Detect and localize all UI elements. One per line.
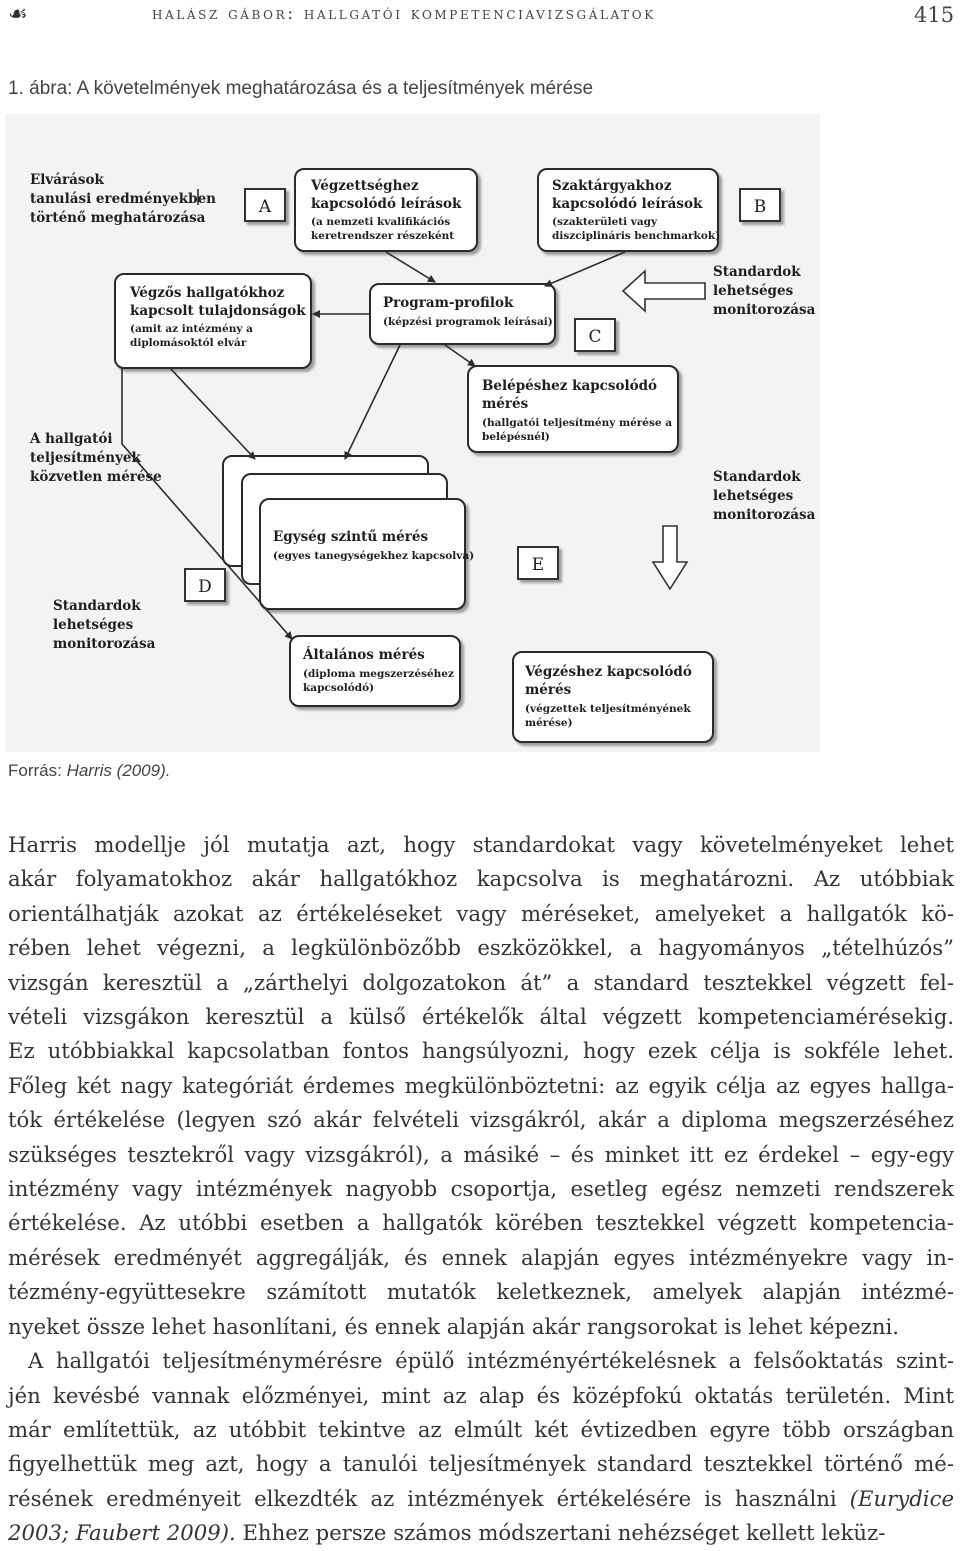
vegzos-title: Végzős hallgatókhoz	[130, 285, 285, 301]
vegzettseg-subtitle: keretrendszer részeként	[311, 230, 455, 242]
vegzos-title: kapcsolt tulajdonságok	[130, 303, 306, 319]
text-tail: Ehhez persze számos módszertani nehézséget kellett leküz-	[235, 1520, 886, 1546]
label-standardok-d: lehetséges	[53, 617, 134, 633]
vegzettseg-title: kapcsolódó leírások	[311, 196, 462, 212]
text-line: figyelhettük meg azt, hogy a tanulói teljesítmények standard tesztekkel történő mé-	[8, 1451, 954, 1477]
text-line: nyeket össze lehet hasonlítani, és ennek alapján akár rangsorokat is lehet képezni.	[8, 1313, 899, 1339]
label-standardok-d: monitorozása	[53, 636, 156, 652]
source-reference: Harris (2009).	[66, 761, 171, 780]
label-standardok-right-2: Standardok	[713, 469, 801, 485]
belepes-title: mérés	[482, 396, 529, 412]
vegzettseg-subtitle: (a nemzeti kvalifikációs	[311, 216, 451, 228]
program-subtitle: (képzési programok leírásai)	[383, 316, 553, 328]
text-line: értékelése. Az utóbbi esetben a hallgatók körében tesztekkel végzett kompetencia-	[8, 1210, 954, 1236]
label-standardok-right-1: lehetséges	[713, 283, 794, 299]
altalanos-subtitle: kapcsolódó)	[303, 682, 375, 694]
text-line: résének eredményeit elkezdték az intézmények értékelésére is használni (Eurydice	[8, 1485, 954, 1511]
belepes-subtitle: (hallgatói teljesítmény mérése a	[482, 417, 673, 429]
figure-title: 1. ábra: A követelmények meghatározása és a teljesítmények mérése	[8, 78, 594, 99]
label-standardok-right-2: lehetséges	[713, 488, 794, 504]
belepes-title: Belépéshez kapcsolódó	[482, 378, 658, 394]
label-standardok-right-1: monitorozása	[713, 302, 816, 318]
szaktargy-title: kapcsolódó leírások	[552, 196, 703, 212]
letter-box-b-text: B	[753, 197, 767, 217]
citation: (Eurydice	[849, 1485, 954, 1511]
egyseg-title: Egység szintű mérés	[273, 529, 429, 545]
figure-source	[8, 761, 170, 781]
text-line: már említettük, az utóbbit tekintve az elmúlt két évtizedben egyre több országban	[8, 1416, 954, 1442]
label-kozvetlen-meres: közvetlen mérése	[30, 469, 162, 485]
text-line: tézmény-együttesekre számított mutatók keletkeznek, amelyek alapján intézmé-	[8, 1279, 954, 1305]
letter-box-c-text: C	[588, 327, 602, 347]
text-line: akár folyamatokhoz akár hallgatókhoz kapcsolva is meghatározni. Az utóbbiak	[8, 866, 954, 892]
vegzes-title: Végzéshez kapcsolódó	[525, 664, 692, 680]
label-elvarasok: tanulási eredményekben	[30, 191, 216, 207]
letter-box-a-text: A	[258, 197, 272, 217]
paragraph-2	[8, 1344, 954, 1550]
page-number: 415	[914, 3, 955, 27]
citation: 2003; Faubert 2009).	[8, 1520, 236, 1546]
vegzos-subtitle: (amit az intézmény a	[130, 323, 253, 335]
text-line: jén kevésbé vannak előzményei, mint az alap és középfokú oktatás területén. Mint	[8, 1382, 954, 1408]
running-title: halász gábor: hallgatói kompetenciavizsgálatok	[152, 4, 656, 24]
text-line: tók értékelése (legyen szó akár felvételi vizsgákról, akár a diploma megszerzéséhez	[8, 1107, 954, 1133]
szaktargy-subtitle: diszciplináris benchmarkok)	[552, 230, 721, 242]
source-prefix: Forrás:	[8, 761, 67, 780]
text-line: rében lehet végezni, a legkülönbözőbb eszközökkel, a hagyományos „tételhúzós”	[8, 935, 954, 961]
text-line: intézmény vagy intézmények nagyobb csoportja, esetleg egész nemzeti rendszerek	[8, 1176, 954, 1202]
vegzos-subtitle: diplomásoktól elvár	[130, 337, 247, 349]
text-line: Ez utóbbiakkal kapcsolatban fontos hangsúlyozni, hogy ezek célja is sokféle lehet.	[8, 1038, 954, 1064]
label-standardok-right-2: monitorozása	[713, 507, 816, 523]
text-line: Főleg két nagy kategóriát érdemes megkülönböztetni: az egyik célja az egyes hallga-	[8, 1072, 954, 1098]
text-line: A hallgatói teljesítménymérésre épülő intézményértékelésnek a felsőoktatás szint-	[28, 1348, 954, 1374]
letter-box-d-text: D	[198, 577, 212, 597]
label-standardok-right-1: Standardok	[713, 264, 801, 280]
running-header	[0, 0, 960, 32]
label-kozvetlen-meres: teljesítmények	[30, 450, 141, 466]
text-line	[8, 1516, 954, 1550]
program-title: Program-profilok	[383, 295, 514, 311]
text-line: Harris modellje jól mutatja azt, hogy standardokat vagy követelményeket lehet	[8, 832, 954, 857]
text-line: vételi vizsgákon keresztül a külső értékelők által végzett kompetenciamérésekig.	[8, 1004, 954, 1030]
text-line: orientálhatják azokat az értékeléseket vagy méréseket, amelyeket a hallgatók kö-	[8, 900, 954, 926]
text-line: vizsgán keresztül a „zárthelyi dolgozatokon át” a standard tesztekkel végzett fel-	[8, 969, 954, 995]
szaktargy-title: Szaktárgyakhoz	[552, 178, 672, 194]
text-line: szükséges tesztekről vagy vizsgákról), a másiké – és minket itt ez érdekel – egy-egy	[8, 1141, 954, 1167]
letter-box-e-text: E	[531, 555, 545, 575]
label-standardok-d: Standardok	[53, 598, 141, 614]
belepes-subtitle: belépésnél)	[482, 431, 550, 443]
egyseg-subtitle: (egyes tanegységekhez kapcsolva)	[273, 550, 475, 562]
paragraph-1	[8, 828, 954, 1344]
altalanos-title: Általános mérés	[303, 647, 425, 663]
altalanos-subtitle: (diploma megszerzéséhez	[303, 668, 454, 680]
body-text	[8, 828, 954, 1551]
fleuron-ornament-icon: ☙	[8, 2, 28, 27]
label-kozvetlen-meres: A hallgatói	[30, 431, 113, 447]
text-line: mérések eredményét aggregálják, és ennek alapján egyes intézményekre vagy in-	[8, 1244, 954, 1270]
vegzes-subtitle: mérése)	[525, 717, 573, 729]
label-elvarasok: történő meghatározása	[30, 210, 206, 226]
vegzes-title: mérés	[525, 682, 572, 698]
vegzettseg-title: Végzettséghez	[311, 178, 419, 194]
figure-diagram	[5, 114, 820, 752]
vegzes-subtitle: (végzettek teljesítményének	[525, 703, 691, 715]
box-program-profilok	[370, 284, 555, 344]
szaktargy-subtitle: (szakterületi vagy	[552, 216, 658, 228]
label-elvarasok: Elvárások	[30, 172, 104, 188]
